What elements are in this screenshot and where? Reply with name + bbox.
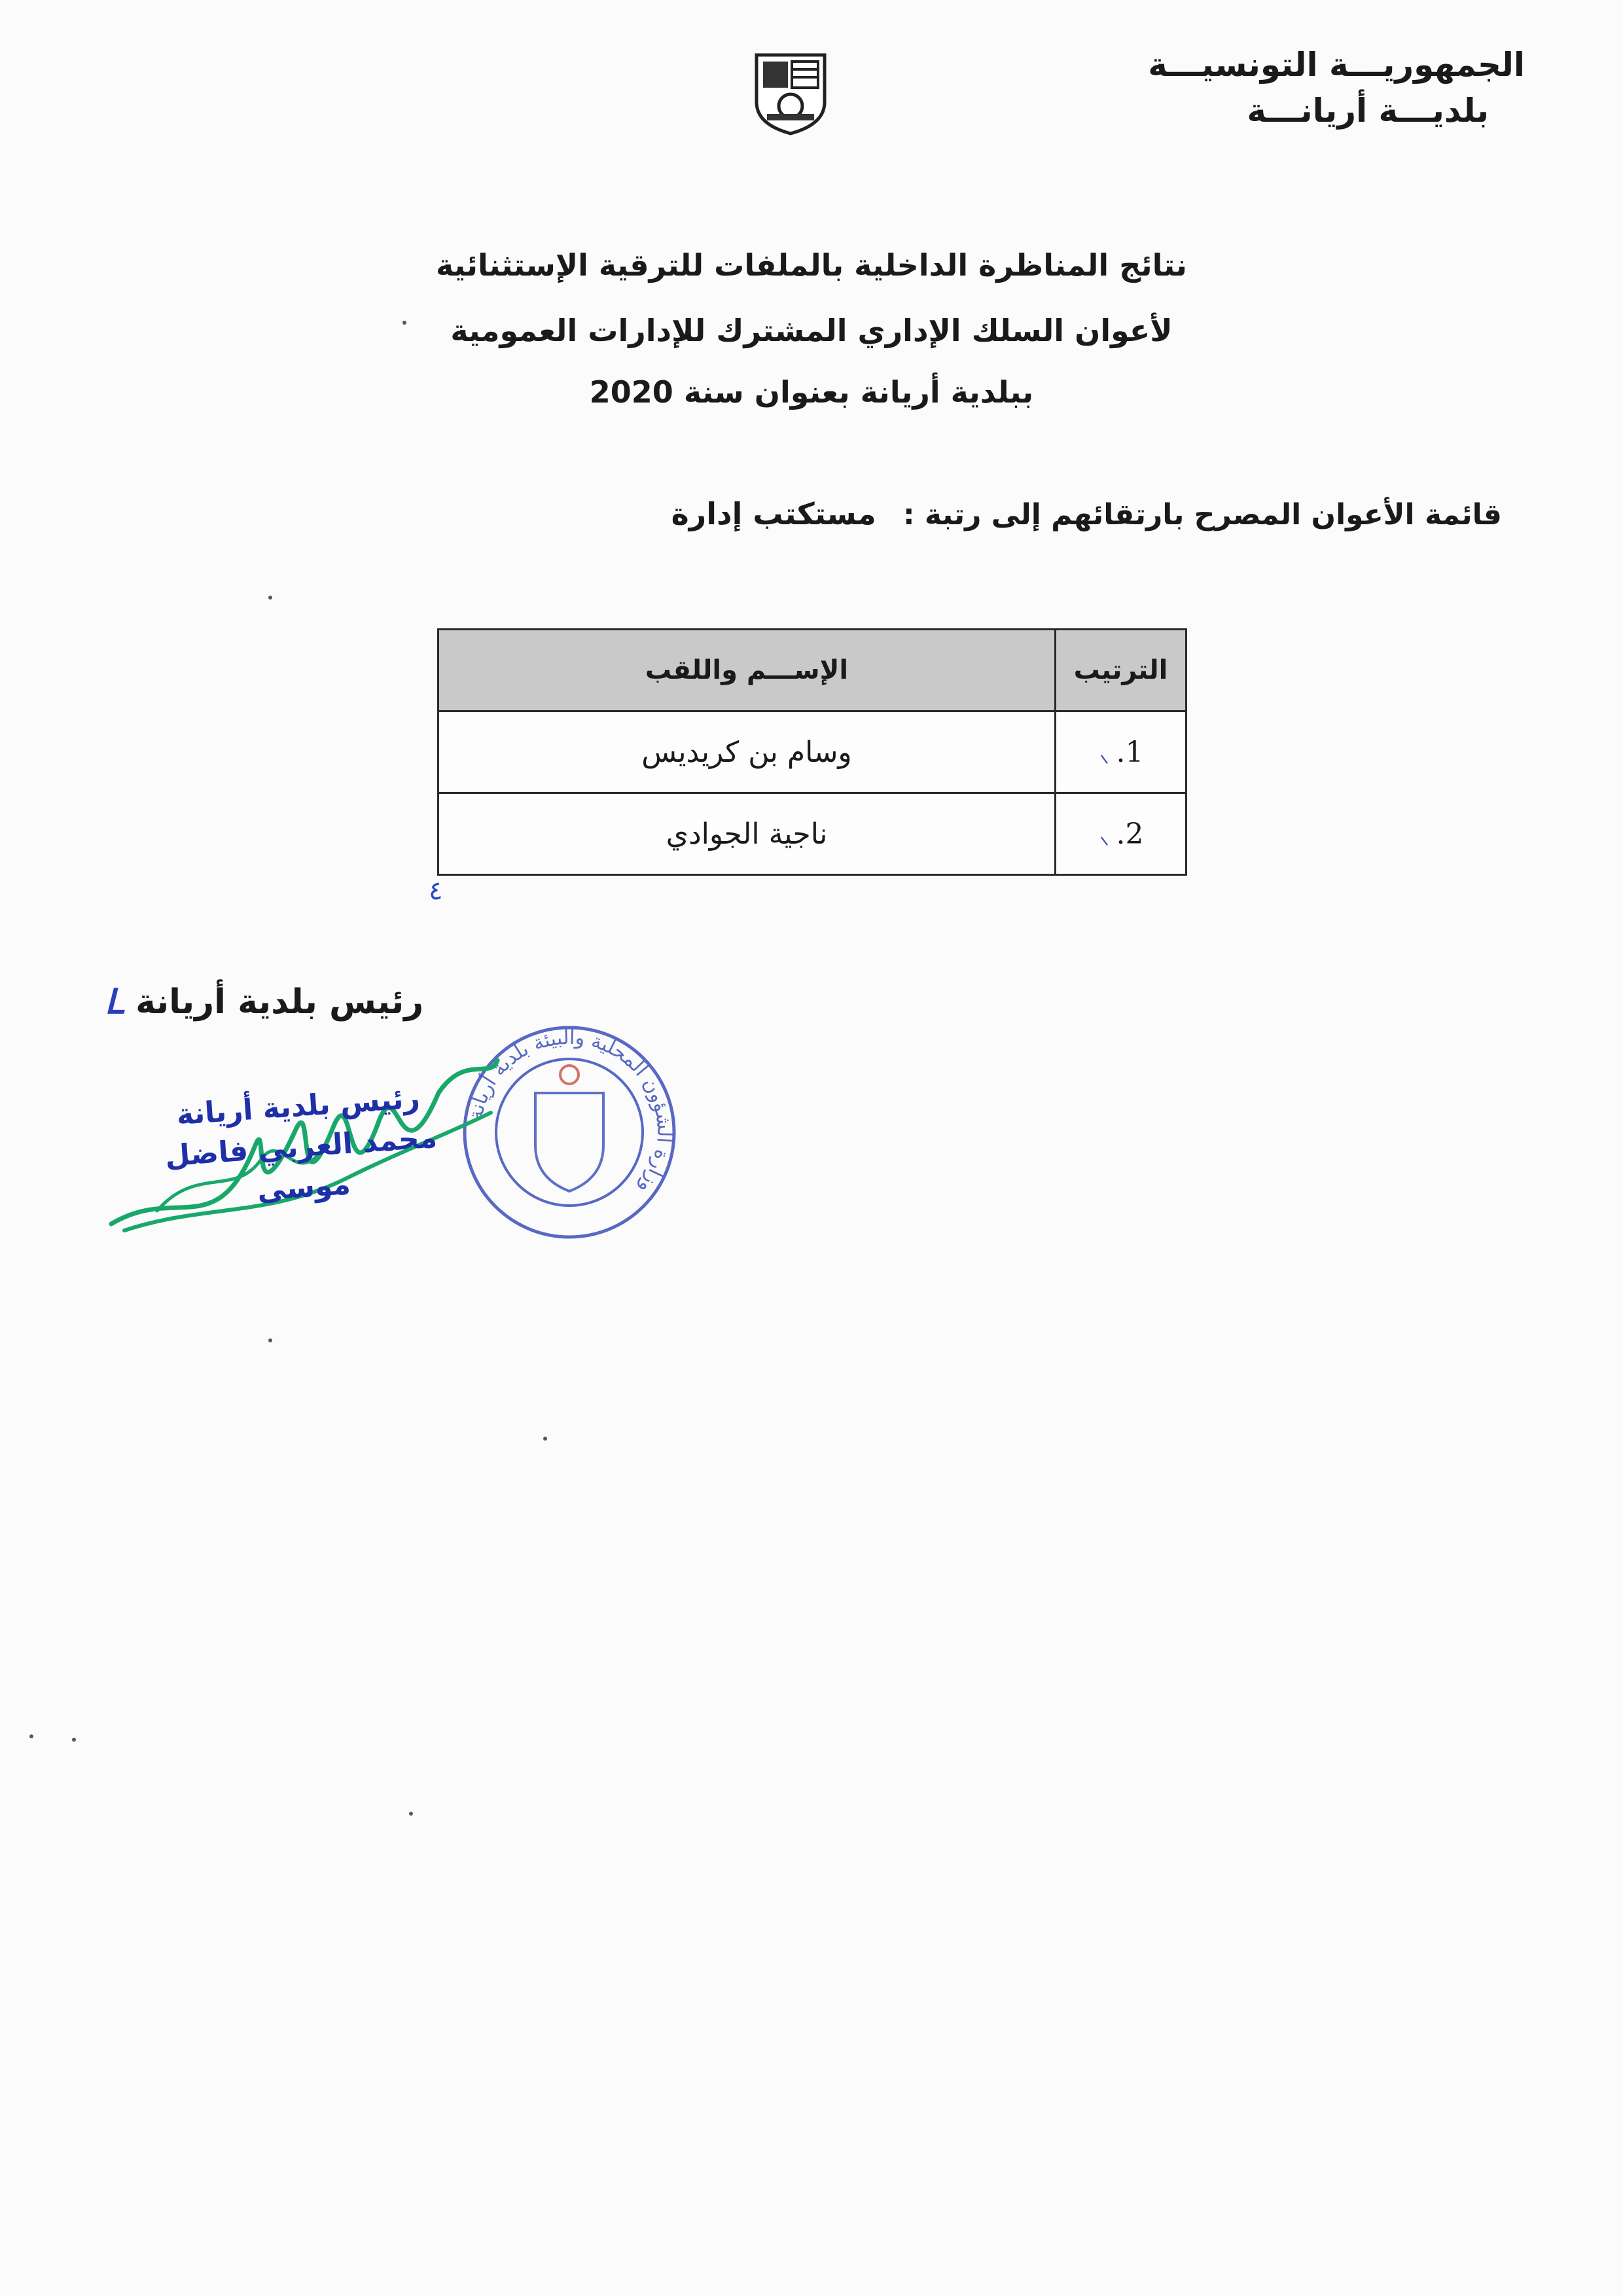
table-row [438,711,1186,793]
title-line-3: ببلدية أريانة بعنوان سنة 2020 [589,374,1034,410]
speck [268,1338,272,1342]
results-table [437,628,1187,876]
table-header-row [438,630,1186,711]
table-row [438,793,1186,875]
row-rank-value: 2. [1116,817,1144,851]
initials-mark-icon: ᒪ [105,982,124,1022]
stamp-line-2: محمد العربي فاضل موسى [164,1121,438,1208]
check-mark-icon: ⸝ [1097,822,1110,850]
signature-title-text: رئيس بلدية أريانة [135,982,424,1022]
speck [268,596,272,600]
speck [72,1738,76,1742]
name-stamp [114,1074,488,1221]
title-line-1: نتائج المناظرة الداخلية بالملفات للترقية الإستثنائية [436,247,1187,283]
list-caption [671,496,1502,531]
row-name: وسام بن كريديس [438,711,1056,793]
handwritten-mark: ٤ [429,876,443,906]
municipality-emblem-icon [751,51,830,136]
header-rank: الترتيب [1056,630,1186,711]
signature-title [105,982,423,1022]
header-republic: الجمهوريـــة التونسيـــة [1148,46,1525,84]
list-label: قائمة الأعوان المصرح بارتقائهم إلى رتبة : [903,498,1502,531]
row-rank-value: 1. [1116,735,1144,769]
row-name: ناجية الجوادي [438,793,1056,875]
row-rank [1056,793,1186,875]
check-mark-icon: ⸝ [1097,740,1110,768]
seal-text: وزارة الشؤون المحلية والبيئة بلدية أريانة [464,1026,676,1199]
header-municipality: بلديـــة أريانـــة [1247,92,1489,130]
list-grade: مستكتب إدارة [671,496,876,531]
speck [543,1437,547,1441]
speck [402,321,406,325]
stamp-line-1: رئيس بلدية أريانة [175,1081,421,1132]
speck [409,1812,413,1816]
row-rank [1056,711,1186,793]
title-line-2: لأعوان السلك الإداري المشترك للإدارات العمومية [450,313,1173,348]
header-name: الإســـم واللقب [438,630,1056,711]
speck [29,1734,33,1738]
